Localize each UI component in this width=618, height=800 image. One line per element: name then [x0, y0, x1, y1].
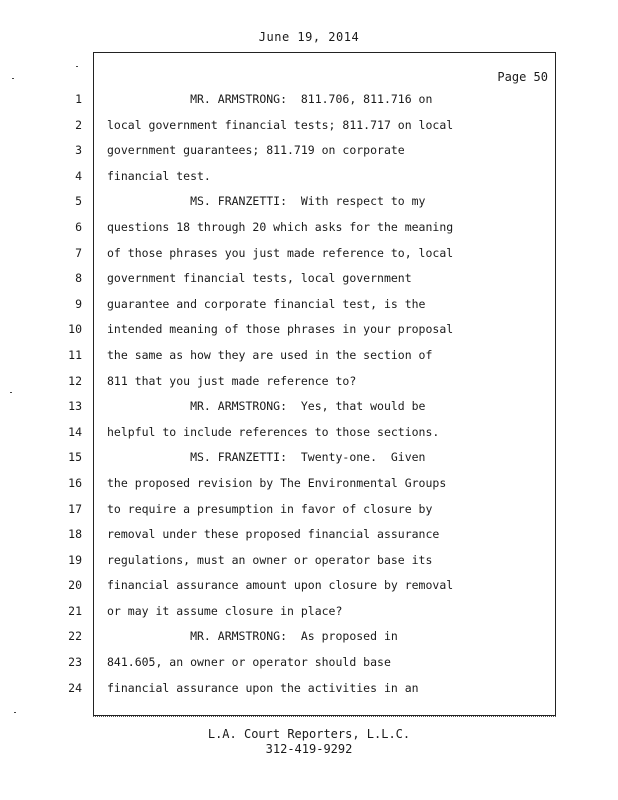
- reporter-phone: 312-419-9292: [265, 742, 353, 756]
- scan-speck: [76, 66, 78, 67]
- scan-speck: [12, 78, 14, 79]
- line-number-column: [60, 90, 82, 704]
- line-number: 16: [68, 475, 82, 490]
- transcript-date: June 19, 2014: [258, 30, 360, 44]
- line-number: 8: [75, 271, 82, 286]
- transcript-line: MR. ARMSTRONG: 811.706, 811.716 on: [107, 92, 433, 106]
- line-number: 7: [75, 245, 82, 260]
- line-number: 14: [68, 424, 82, 439]
- line-number: 24: [68, 680, 82, 695]
- transcript-line: local government financial tests; 811.717 on local: [107, 117, 454, 132]
- line-number: 2: [75, 117, 82, 132]
- line-number: 11: [68, 347, 82, 362]
- scan-speck: [10, 392, 12, 393]
- transcript-line: the same as how they are used in the section of: [107, 347, 433, 362]
- transcript-line: government financial tests, local government: [107, 271, 412, 286]
- page-number: Page 50: [497, 70, 548, 84]
- line-number: 9: [75, 296, 82, 311]
- line-number: 13: [68, 399, 82, 414]
- line-number: 6: [75, 219, 82, 234]
- transcript-line: guarantee and corporate financial test, is the: [107, 296, 426, 311]
- line-number: 20: [68, 578, 82, 593]
- bottom-rule: [93, 716, 556, 717]
- line-number: 4: [75, 168, 82, 183]
- transcript-line: government guarantees; 811.719 on corporate: [107, 143, 405, 158]
- transcript-line: intended meaning of those phrases in your proposal: [107, 322, 454, 337]
- transcript-line: to require a presumption in favor of closure by: [107, 501, 433, 516]
- transcript-line: MR. ARMSTRONG: Yes, that would be: [107, 399, 426, 414]
- transcript-line: 841.605, an owner or operator should base: [107, 655, 391, 670]
- transcript-body: [107, 90, 547, 704]
- line-number: 12: [68, 373, 82, 388]
- transcript-line: MS. FRANZETTI: Twenty-one. Given: [107, 450, 426, 465]
- transcript-line: helpful to include references to those sections.: [107, 424, 440, 439]
- transcript-line: removal under these proposed financial assurance: [107, 527, 440, 542]
- transcript-line: MR. ARMSTRONG: As proposed in: [107, 629, 398, 644]
- transcript-line: financial test.: [107, 168, 211, 183]
- line-number: 10: [68, 322, 82, 337]
- line-number: 19: [68, 552, 82, 567]
- line-number: 17: [68, 501, 82, 516]
- transcript-line: financial assurance amount upon closure by removal: [107, 578, 454, 593]
- transcript-line: financial assurance upon the activities in an: [107, 680, 419, 695]
- transcript-line: questions 18 through 20 which asks for the meaning: [107, 219, 454, 234]
- transcript-line: of those phrases you just made reference to, local: [107, 245, 454, 260]
- line-number: 1: [75, 92, 82, 106]
- line-number: 22: [68, 629, 82, 644]
- line-number: 15: [68, 450, 82, 465]
- transcript-line: or may it assume closure in place?: [107, 603, 343, 618]
- transcript-line: MS. FRANZETTI: With respect to my: [107, 194, 426, 209]
- line-number: 3: [75, 143, 82, 158]
- line-number: 5: [75, 194, 82, 209]
- line-number: 18: [68, 527, 82, 542]
- transcript-line: regulations, must an owner or operator base its: [107, 552, 433, 567]
- transcript-line: the proposed revision by The Environmental Groups: [107, 475, 447, 490]
- transcript-line: 811 that you just made reference to?: [107, 373, 357, 388]
- line-number: 21: [68, 603, 82, 618]
- reporter-company: L.A. Court Reporters, L.L.C.: [207, 727, 411, 741]
- line-number: 23: [68, 655, 82, 670]
- footer: [0, 727, 618, 757]
- scan-speck: [14, 712, 16, 713]
